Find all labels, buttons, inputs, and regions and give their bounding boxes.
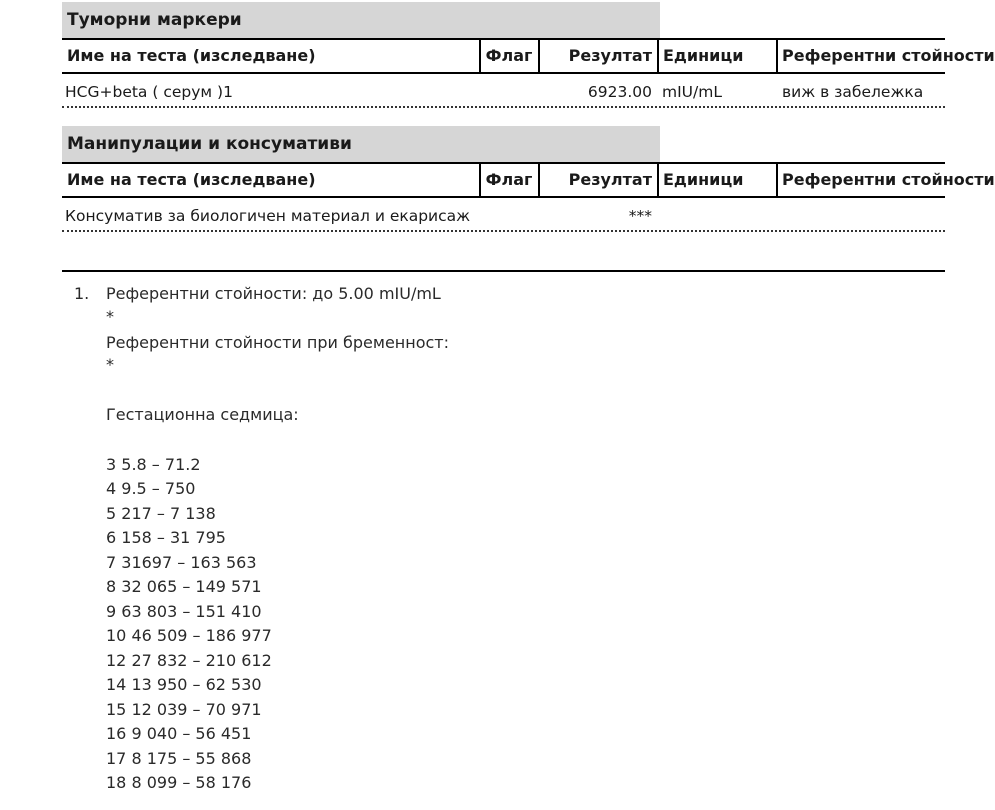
- gestation-week-row: 7 31697 – 163 563: [106, 552, 257, 572]
- gestation-week-row: 15 12 039 – 70 971: [106, 699, 262, 719]
- test-name: Консуматив за биологичен материал и екарисаж: [65, 207, 471, 225]
- header-result: Резултат: [568, 46, 652, 65]
- section-consumables: [62, 126, 995, 234]
- result-value: 6923.00: [587, 83, 652, 101]
- units-value: mIU/mL: [662, 83, 722, 101]
- gestation-week-row: 9 63 803 – 151 410: [106, 601, 262, 621]
- gestation-week-row: 18 8 099 – 58 176: [106, 773, 252, 792]
- header-flag: Флаг: [485, 170, 533, 189]
- section-title: Манипулации и консумативи: [62, 126, 660, 162]
- gestation-week-row: 3 5.8 – 71.2: [106, 454, 201, 474]
- note-body: [106, 282, 706, 796]
- star-separator: *: [106, 355, 114, 374]
- footnote-marker: 1: [223, 83, 233, 101]
- header-result: Резултат: [568, 170, 652, 189]
- gestation-week-row: 5 217 – 7 138: [106, 503, 216, 523]
- section-tumor-markers: [62, 2, 995, 110]
- header-units: Единици: [663, 170, 744, 189]
- reference-value: виж в забележка: [782, 83, 924, 101]
- gestation-week-row: 6 158 – 31 795: [106, 528, 226, 547]
- gestation-week-row: 12 27 832 – 210 612: [106, 650, 272, 670]
- gestation-week-row: 4 9.5 – 750: [106, 479, 196, 498]
- gestation-label: Гестационна седмица:: [106, 405, 299, 424]
- gestation-week-list: [106, 453, 706, 796]
- star-separator: *: [106, 306, 114, 326]
- gestation-week-row: 17 8 175 – 55 868: [106, 748, 252, 768]
- table-row: [62, 198, 945, 232]
- table-header: [62, 162, 995, 198]
- reference-line: Референтни стойности: до 5.00 mIU/mL: [106, 284, 441, 303]
- table-row: [62, 74, 945, 108]
- gestation-week-row: 8 32 065 – 149 571: [106, 577, 262, 596]
- notes-divider: [62, 270, 945, 272]
- result-value: ***: [628, 207, 652, 225]
- table-header: [62, 38, 995, 74]
- header-test-name: Име на теста (изследване): [67, 46, 316, 65]
- test-name: HCG+beta ( серум )1: [65, 83, 233, 101]
- flag-value: [481, 74, 537, 106]
- header-reference: Референтни стойности: [782, 170, 995, 189]
- note-number: 1.: [74, 284, 90, 303]
- header-test-name: Име на теста (изследване): [67, 170, 316, 189]
- gestation-week-row: 14 13 950 – 62 530: [106, 675, 262, 694]
- header-reference: Референтни стойности: [782, 46, 995, 65]
- pregnancy-line: Референтни стойности при бременност:: [106, 332, 449, 352]
- gestation-week-row: 10 46 509 – 186 977: [106, 626, 272, 645]
- flag-value: [481, 198, 537, 230]
- header-units: Единици: [663, 46, 744, 65]
- section-title: Туморни маркери: [62, 2, 660, 38]
- header-flag: Флаг: [485, 46, 533, 65]
- gestation-week-row: 16 9 040 – 56 451: [106, 724, 252, 743]
